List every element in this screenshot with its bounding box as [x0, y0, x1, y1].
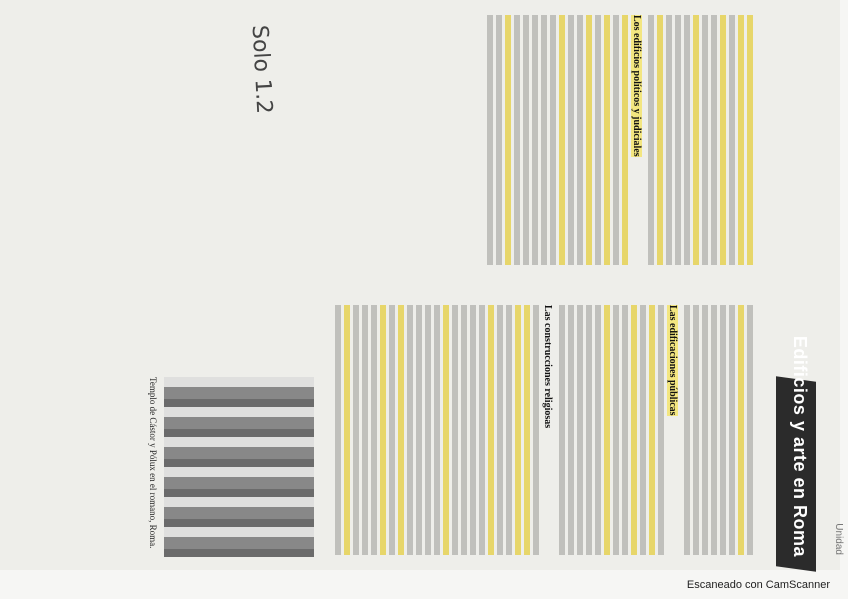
temple-photo	[164, 377, 314, 557]
scanner-watermark: Escaneado con CamScanner	[686, 579, 830, 591]
handwritten-note: Solo 1.2	[246, 24, 277, 115]
section-heading-2: Las construcciones religiosas	[542, 305, 553, 429]
section-heading-1: Las edificaciones públicas	[667, 305, 678, 416]
text-column-left	[484, 15, 756, 265]
photo-caption: Templo de Cástor y Pólux en el romano, Roma.	[148, 377, 158, 549]
chapter-banner-title: Edificios y arte en Roma	[790, 335, 810, 557]
text-column-right	[332, 305, 756, 555]
rotated-page-content	[14, 5, 844, 565]
section-heading-3: Los edificios políticos y judiciales	[631, 15, 642, 157]
unit-label: Unidad	[833, 523, 844, 555]
